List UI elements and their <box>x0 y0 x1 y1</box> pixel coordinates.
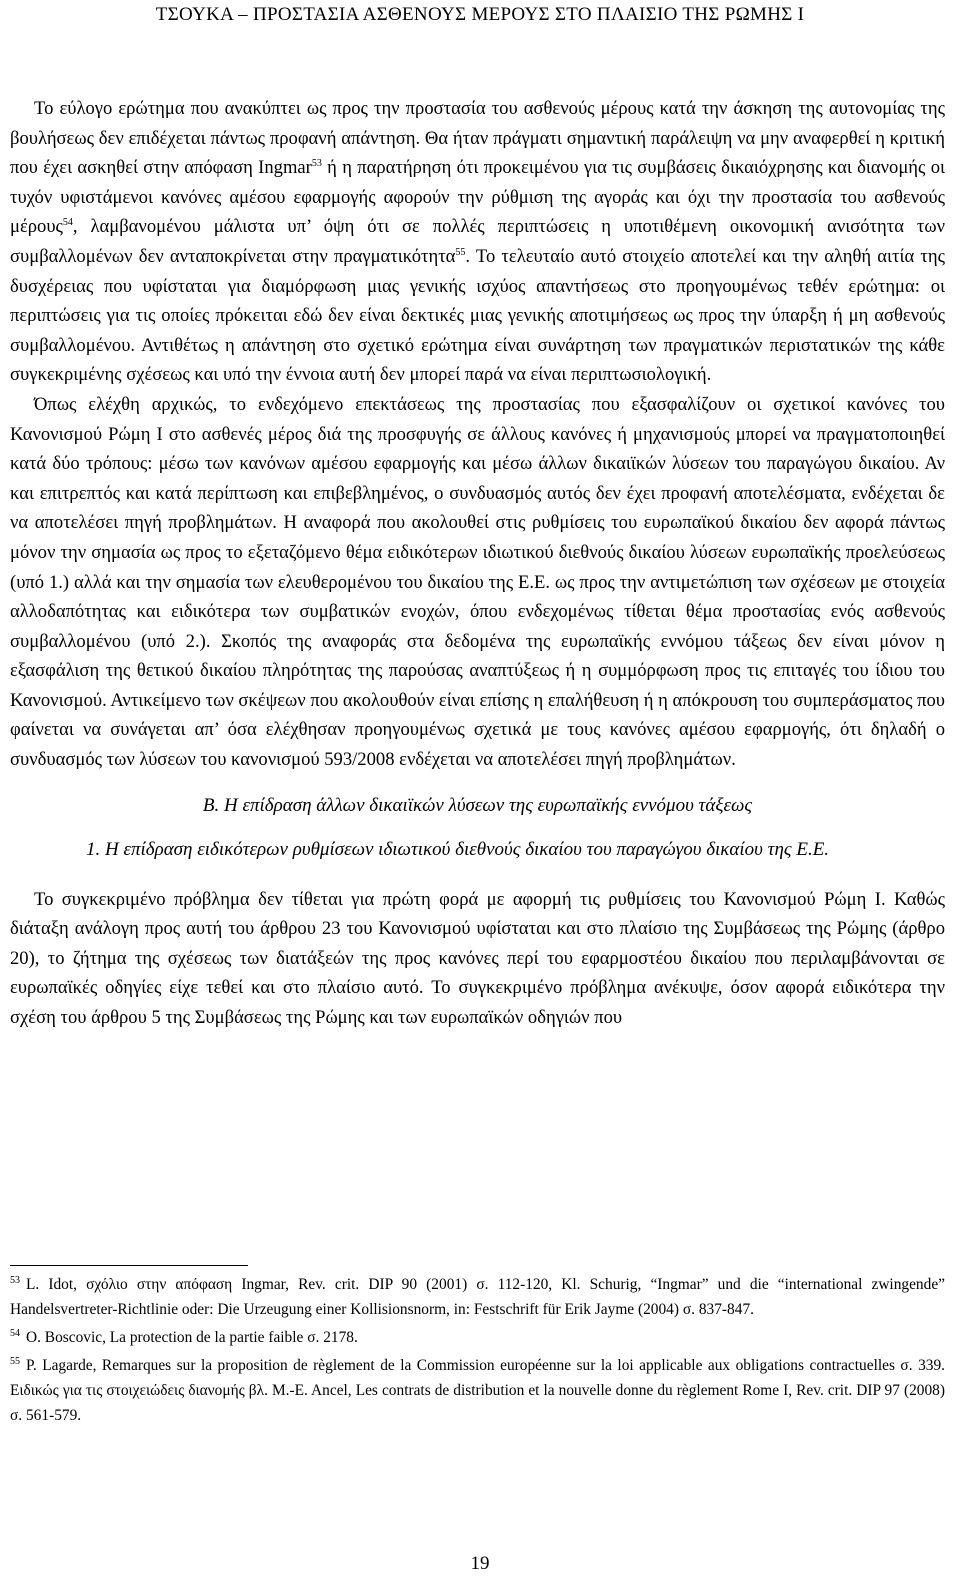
body-text <box>10 94 945 1033</box>
section-heading-b: Β. Η επίδραση άλλων δικαιϊκών λύσεων της ευρωπαϊκής εννόμου τάξεως <box>202 794 753 816</box>
subsection-heading-1: 1. Η επίδραση ειδικότερων ρυθμίσεων ιδιωτικού διεθνούς δικαίου του παραγώγου δικαίου της Ε.Ε. <box>86 838 830 860</box>
paragraph-2: Όπως ελέχθη αρχικώς, το ενδεχόμενο επεκτάσεως της προστασίας που εξασφαλίζουν οι σχετικοί κανόνες του Κανονισμού Ρώμη Ι στο ασθενές μέρος διά της προσφυγής σε άλλους κανόνες ή μηχανισμούς μπορεί να πραγματοποιηθεί κατά δύο τρόπους: μέσω των κανόνων αμέσου εφαρμογής και μέσω άλλων δικαιϊκών λύσεων του παραγώγου δικαίου. Αν και επιτρεπτός και κατά περίπτωση και επιβεβλημένος, ο συνδυασμός αυτός δεν έχει προφανή αποτελέσματα, ενδέχεται δε να αποτελέσει πηγή προβλημάτων. Η αναφορά που ακολουθεί στις ρυθμίσεις του ευρωπαϊκού δικαίου δεν αφορά πάντως μόνον την σημασία ως προς το εξεταζόμενο θέμα ειδικότερων ιδιωτικού διεθνούς δικαίου λύσεων ευρωπαϊκής προελεύσεως (υπό 1.) αλλά και την σημασία των ελευθερομένου του δικαίου της Ε.Ε. ως προς την αντιμετώπιση των σχέσεων με στοιχεία αλλοδαπότητας και ειδικότερα των συμβατικών ενοχών, όπου ενδεχομένως τίθεται θέμα προστασίας ενός ασθενούς συμβαλλομένου (υπό 2.). Σκοπός της αναφοράς στα δεδομένα της ευρωπαϊκής εννόμου τάξεως δεν είναι μόνον η εξασφάλιση της θετικού δικαίου πληρότητας της παρούσας αναπτύξεως ή η συμμόρφωση προς τις επιταγές του ίδιου του Κανονισμού. Αντικείμενο των σκέψεων που ακολουθούν είναι επίσης η επαλήθευση ή η απόκρουση του συμπεράσματος που φαίνεται να συνάγεται απ’ όσα ελέχθησαν προηγουμένως σχετικά με τους κανόνες αμέσου εφαρμογής, ότι δηλαδή ο συνδυασμός των λύσεων του κανονισμού 593/2008 ενδέχεται να αποτελέσει πηγή προβλημάτων. <box>10 393 945 771</box>
running-head: ΤΣΟΥΚΑ – ΠΡΟΣΤΑΣΙΑ ΑΣΘΕΝΟΥΣ ΜΕΡΟΥΣ ΣΤΟ ΠΛΑΙΣΙΟ ΤΗΣ ΡΩΜΗΣ Ι <box>155 4 805 25</box>
footnote-text: P. Lagarde, Remarques sur la proposition de règlement de la Commission européenne sur la loi applicable aux obligations contractuelles σ. 339. Ειδικώς για τις στοιχειώδεις διανομής βλ. M.-E. Ancel, Les contrats de distribution et la nouvelle donne du règlement Rome I, Rev. crit. DIP 97 (2008) σ. 561-579. <box>10 1357 945 1424</box>
footnote-number: 54 <box>10 1328 20 1339</box>
footnote-number: 55 <box>10 1356 20 1367</box>
footnote-separator <box>10 1265 248 1266</box>
paragraph-1-part-a: Το εύλογο ερώτημα που ανακύπτει ως προς την προστασία του ασθενούς μέρους κατά την άσκηση της αυτονομίας της βουλήσεως δεν επιδέχεται πάντως προφανή απάντηση. Θα ήταν πράγματι σημαντική παράλειψη να μην αναφερθεί η κριτική που έχει ασκηθεί στην απόφαση Ingmar <box>10 98 945 179</box>
footnote-ref-53[interactable]: 53 <box>311 158 322 170</box>
footnote-number: 53 <box>10 1275 20 1286</box>
footnote-text: O. Boscovic, La protection de la partie faible σ. 2178. <box>26 1329 358 1346</box>
paragraph-1 <box>10 94 945 390</box>
footnote-54 <box>10 1325 945 1350</box>
page-number: 19 <box>470 1553 490 1574</box>
paragraph-1-part-b: ή η παρατήρηση ότι προκειμένου για τις συμβάσεις δικαιόχρησης και διανομής οι τυχόν υφιστάμενοι κανόνες αμέσου εφαρμογής αφορούν την ρύθμιση της αγοράς και όχι την προστασία του ασθενούς μέρους <box>10 157 945 238</box>
footnote-55 <box>10 1353 945 1428</box>
footnote-53 <box>10 1272 945 1322</box>
paragraph-1-part-d: . Το τελευταίο αυτό στοιχείο αποτελεί και την αληθή αιτία της δυσχέρειας που υφίσταται για διαμόρφωση μιας γενικής ισχύος απαντήσεως στο προηγουμένως τεθέν ερώτημα: οι περιπτώσεις για τις οποίες πρόκειται εδώ δεν είναι δεκτικές μιας γενικής αποτιμήσεως ως προς την ύπαρξη ή μη ασθενούς συμβαλλομένου. Αντιθέτως η απάντηση στο σχετικό ερώτημα είναι συνάρτηση των πραγματικών περιστατικών της κάθε συγκεκριμένης σχέσεως και υπό την έννοια αυτή δεν μπορεί παρά να είναι περιπτωσιολογική. <box>10 245 945 386</box>
footnotes <box>10 1272 945 1431</box>
footnote-ref-54[interactable]: 54 <box>62 217 73 229</box>
paragraph-1-part-c: , λαμβανομένου μάλιστα υπ’ όψη ότι σε πολλές περιπτώσεις η υποτιθέμενη οικονομική ανισότητα των συμβαλλομένων δεν ανταποκρίνεται στην πραγματικότητα <box>10 216 945 267</box>
paragraph-3: Το συγκεκριμένο πρόβλημα δεν τίθεται για πρώτη φορά με αφορμή τις ρυθμίσεις του Κανονισμού Ρώμη Ι. Καθώς διάταξη ανάλογη προς αυτή του άρθρου 23 του Κανονισμού υφίσταται και στο πλαίσιο της Συμβάσεως της Ρώμης (άρθρο 20), το ζήτημα της σχέσεως των διατάξεών της προς κανόνες περί του εφαρμοστέου δικαίου που περιλαμβάνονται σε ευρωπαϊκές οδηγίες είχε τεθεί και στο πλαίσιο αυτό. Το συγκεκριμένο πρόβλημα ανέκυψε, όσον αφορά ειδικότερα την σχέση του άρθρου 5 της Συμβάσεως της Ρώμης και των ευρωπαϊκών οδηγιών που <box>10 888 945 1029</box>
footnote-text: L. Idot, σχόλιο στην απόφαση Ingmar, Rev. crit. DIP 90 (2001) σ. 112-120, Kl. Schurig, “Ingmar” und die “international zwingende” Handelsvertreter-Richtlinie oder: Die Urzeugung einer Kollisionsnorm, in: Festschrift für Erik Jayme (2004) σ. 837-847. <box>10 1276 945 1318</box>
footnote-ref-55[interactable]: 55 <box>455 246 466 258</box>
